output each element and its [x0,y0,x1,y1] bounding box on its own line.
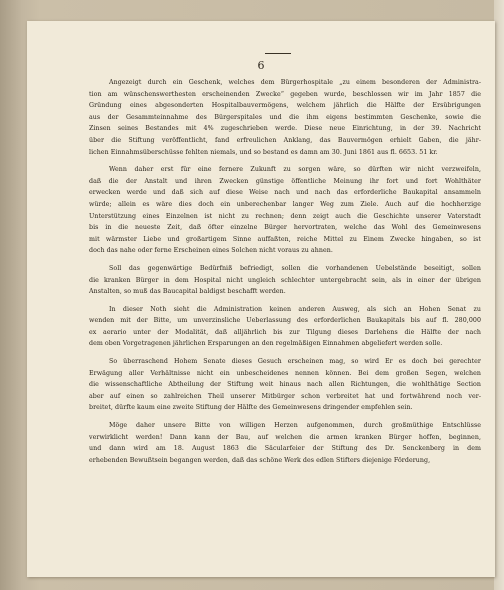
text-line: und dann wird am 18. August 1863 die Säcularfeier der Stiftung des Dr. Senckenberg in dem [89,445,481,453]
text-line: Unterstützung eines Einzelnen ist nicht zu rechnen; denn zeigt auch die Geschichte unserer Vaterstadt [89,212,481,220]
page-number-rule [265,53,291,54]
paragraph [89,420,481,466]
text-line: mit wärmster Liebe und großartigem Sinne auffaßten, reiche Mittel zu Einem Zwecke hingaben, so ist [89,235,481,243]
text-line: Zinsen seines Bestandes mit 4% zugeschrieben werde. Diese neue Einrichtung, in der 39. Nachricht [89,125,481,133]
page-number: 6 [257,59,265,72]
text-line: dem oben Vorgetragenen jährlichen Ersparungen an den regelmäßigen Einnahmen abgeliefert werden solle. [89,340,443,348]
text-line: über die Stiftung veröffentlicht, fand erfreulichen Anklang, das Bauvermögen erhielt Gaben, die jähr- [89,136,481,144]
text-line: verwirklicht werden! Dann kann der Bau, auf welchen die armen kranken Bürger hoffen, beginnen, [89,433,481,441]
text-line: Gründung eines abgesonderten Hospitalbauvermögens, welchem jährlich die Hälfte der Ersübrigungen [89,102,481,110]
text-line: erwecken werde und daß sich auf diese Weise nach und nach das erforderliche Baukapital ansammeln [89,189,481,197]
text-line: die kranken Bürger in dem Hospital nicht ungleich schlechter untergebracht sein, als in einer der übrigen [89,276,481,284]
text-line: Soll das gegenwärtige Bedürfniß befriedigt, sollen die vorhandenen Uebelstände beseitigt, sollen [109,264,481,272]
text-line: doch das nahe oder ferne Erscheinen eines Solchen nicht voraus zu ahnen. [89,247,333,255]
text-line: Anstalten, so muß das Baucapital baldigst beschafft werden. [89,288,286,296]
text-line: In dieser Noth sieht die Administration keinen anderen Ausweg, als sich an Hohen Senat zu [109,305,481,313]
text-line: bis in die neueste Zeit, daß öfter einzelne Bürger hervortraten, welche das Wohl des Gemeinwesens [89,224,481,232]
text-line: wenden mit der Bitte, um unverzinsliche Ueberlassung des erforderlichen Baukapitals bis auf fl. 280,000 [89,317,481,325]
text-line: erhebenden Bewußtsein begangen werden, daß das schöne Werk des edlen Stifters diejenige Förderung, [89,456,431,464]
text-line: Wenn daher erst für eine fernere Zukunft zu sorgen wäre, so dürften wir nicht verzweifeln, [109,166,481,174]
text-line: aber auf einen so zahlreichen Theil unserer Mitbürger schon verbreitet hat und fortwährend noch ver- [89,392,481,400]
paragraph [89,77,481,158]
text-line: tion am wünschenswerthesten erscheinenden Zwecke“ gegeben wurde, beschlossen wir im Jahr 1857 die [89,90,481,98]
text-line: Erwägung aller Verhältnisse nicht ein unbescheidenes nennen können. Bei dem großen Segen, welchen [89,369,481,377]
text-line: daß die der Anstalt und ihren Zwecken günstige öffentliche Meinung ihr fort und fort Wohlthäter [89,177,481,185]
text-line: aus der Gesammteinnahme des Bürgerspitales und die ihm eigens bestimmten Geschenke, sowie die [89,113,481,121]
paragraph [89,356,481,414]
next-page-edge [494,0,504,590]
text-line: ex aerario unter der Modalität, daß alljährlich bis zur Tilgung dieses Darlehens die Hälfte der nach [89,328,481,336]
paragraph [89,263,481,298]
text-line: Möge daher unsere Bitte von willigen Herzen aufgenommen, durch großmüthige Entschlüsse [109,422,481,430]
text-line: Angezeigt durch ein Geschenk, welches dem Bürgerhospitale „zu einem besonderen der Administra- [109,79,481,86]
text-line: lichen Einnahmsüberschüsse fehlten niemals, und so bestand es damn am 30. Juni 1861 aus fl. 6653. 51 kr. [89,148,438,156]
paragraph [89,164,481,257]
document-page [27,21,495,577]
text-line: So überraschend Hohem Senate dieses Gesuch erscheinen mag, so wird Er es doch bei gerechter [109,358,481,366]
paragraph [89,304,481,350]
text-line: die wissenschaftliche Abtheilung der Stiftung weit hinaus nach allen Richtungen, die wohlthätige Section [89,381,481,389]
body-text [89,77,481,472]
text-line: breitet, dürfte kaum eine zweite Stiftung der Hälfte des Gemeinwesens dringender empfehlen sein. [89,404,413,412]
text-line: würde; allein es wäre dies doch ein unberechenbar langer Weg zum Ziele. Auch auf die hochherzige [89,200,481,208]
